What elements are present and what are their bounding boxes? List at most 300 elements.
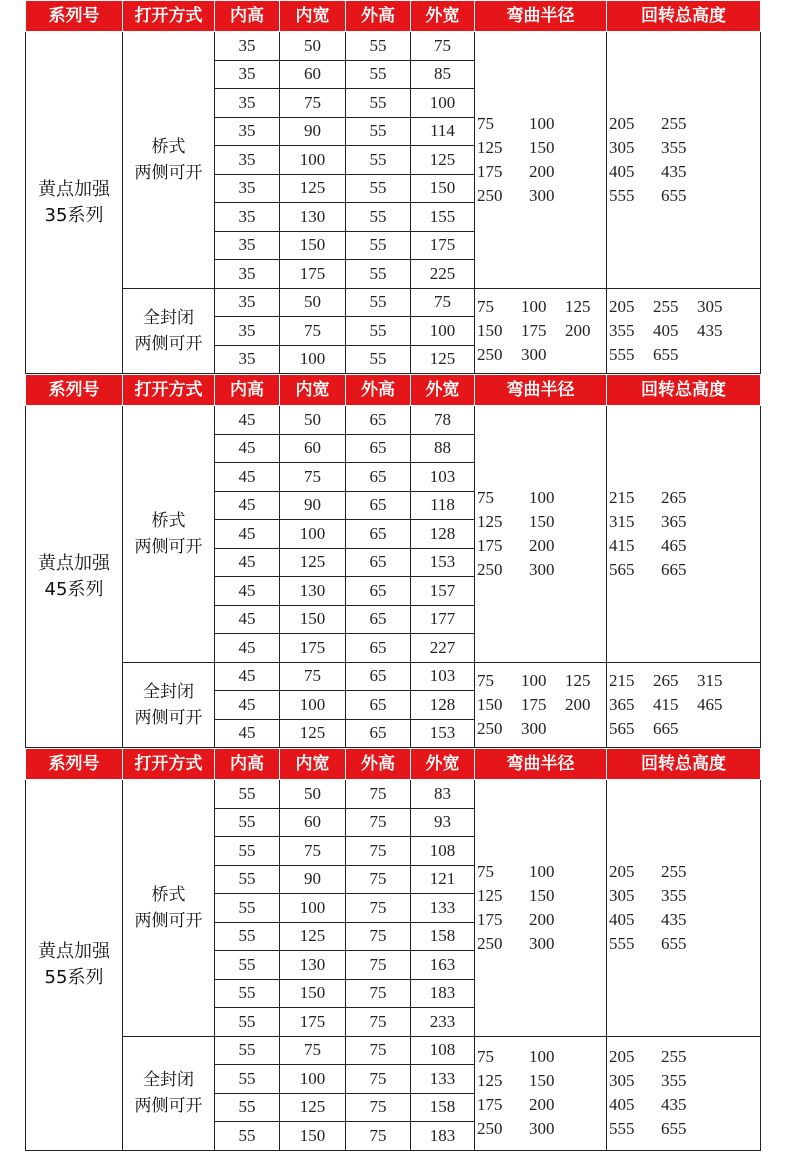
dimension-cell: 157: [411, 577, 475, 606]
dimension-cell: 183: [411, 1122, 475, 1151]
value-text: 200: [529, 909, 555, 929]
value-line: [477, 1117, 606, 1141]
value-line: [477, 908, 606, 932]
dimension-cell: 55: [215, 1122, 280, 1151]
value-text: 215: [609, 670, 635, 690]
value-line: [477, 319, 606, 343]
dimension-cell: 65: [346, 634, 411, 663]
dimension-cell: 121: [411, 865, 475, 894]
dimension-cell: 65: [346, 434, 411, 463]
column-header: 弯曲半径: [475, 1, 607, 32]
dimension-cell: 125: [280, 548, 346, 577]
value-line: [609, 1045, 760, 1069]
value-text: 205: [609, 1047, 635, 1066]
value-text: 250: [477, 1119, 503, 1138]
dimension-cell: 65: [346, 719, 411, 748]
dimension-cell: 233: [411, 1008, 475, 1037]
value-text: 250: [477, 933, 503, 953]
dimension-cell: 50: [280, 32, 346, 61]
value-line: [477, 160, 606, 184]
dimension-cell: 75: [346, 1036, 411, 1065]
value-line: [609, 932, 760, 956]
open-type-desc: 两侧可开: [134, 536, 203, 557]
dimension-cell: 227: [411, 634, 475, 663]
dimension-cell: 55: [215, 837, 280, 866]
open-type-desc: 两侧可开: [134, 910, 203, 931]
dimension-cell: 93: [411, 808, 475, 837]
value-text: 300: [529, 933, 555, 953]
column-header: 内高: [215, 375, 280, 406]
dimension-cell: 158: [411, 1093, 475, 1122]
dimension-cell: 150: [280, 605, 346, 634]
dimension-cell: 150: [280, 1122, 346, 1151]
dimension-cell: 108: [411, 1036, 475, 1065]
value-text: 255: [653, 296, 679, 316]
value-text: 200: [529, 161, 555, 181]
value-text: 75: [477, 113, 494, 133]
dimension-cell: 65: [346, 662, 411, 691]
column-header: 外宽: [411, 1, 475, 32]
dimension-cell: 163: [411, 951, 475, 980]
value-text: 415: [609, 535, 635, 555]
turn-height-cell: [607, 288, 761, 374]
dimension-cell: 55: [215, 894, 280, 923]
value-text: 75: [477, 670, 494, 690]
value-text: 305: [697, 296, 723, 316]
dimension-cell: 65: [346, 463, 411, 492]
dimension-cell: 175: [280, 1008, 346, 1037]
dimension-cell: 45: [215, 520, 280, 549]
dimension-cell: 45: [215, 719, 280, 748]
open-type-desc: 两侧可开: [134, 333, 203, 354]
value-text: 255: [661, 1047, 687, 1066]
value-text: 150: [529, 1071, 555, 1090]
value-text: 435: [661, 1095, 687, 1114]
dimension-cell: 90: [280, 865, 346, 894]
column-header: 内宽: [280, 749, 346, 780]
open-type-cell: [123, 406, 215, 663]
value-text: 365: [661, 511, 687, 531]
spec-table: [25, 748, 761, 1151]
value-text: 100: [529, 861, 555, 881]
value-text: 555: [609, 1119, 635, 1138]
value-text: 655: [653, 344, 679, 364]
dimension-cell: 128: [411, 520, 475, 549]
value-text: 175: [521, 694, 547, 714]
value-text: 200: [565, 320, 591, 340]
dimension-cell: 55: [346, 317, 411, 346]
dimension-cell: 100: [280, 691, 346, 720]
dimension-cell: 55: [346, 203, 411, 232]
value-text: 150: [529, 885, 555, 905]
value-text: 265: [661, 487, 687, 507]
dimension-cell: 150: [280, 231, 346, 260]
dimension-cell: 65: [346, 406, 411, 435]
dimension-cell: 103: [411, 463, 475, 492]
dimension-cell: 65: [346, 691, 411, 720]
value-line: [609, 136, 760, 160]
value-line: [477, 295, 606, 319]
dimension-cell: 153: [411, 548, 475, 577]
open-type-name: 桥式: [151, 884, 186, 905]
dimension-cell: 100: [411, 317, 475, 346]
dimension-cell: 55: [346, 231, 411, 260]
dimension-cell: 150: [411, 174, 475, 203]
dimension-cell: 55: [346, 146, 411, 175]
column-header: 内宽: [280, 1, 346, 32]
value-text: 175: [521, 320, 547, 340]
dimension-cell: 35: [215, 260, 280, 289]
value-text: 300: [521, 718, 547, 738]
series-size: 45系列: [44, 578, 104, 600]
column-header: 外宽: [411, 749, 475, 780]
value-text: 355: [661, 885, 687, 905]
header-row: [26, 1, 761, 32]
value-text: 100: [529, 487, 555, 507]
table-row: [26, 32, 761, 61]
table-row: [26, 780, 761, 809]
dimension-cell: 75: [280, 463, 346, 492]
value-text: 355: [661, 137, 687, 157]
dimension-cell: 75: [346, 951, 411, 980]
value-text: 75: [477, 296, 494, 316]
value-text: 315: [609, 511, 635, 531]
value-text: 555: [609, 344, 635, 364]
dimension-cell: 65: [346, 548, 411, 577]
value-text: 250: [477, 559, 503, 579]
dimension-cell: 75: [346, 922, 411, 951]
open-type-name: 桥式: [151, 136, 186, 157]
dimension-cell: 45: [215, 548, 280, 577]
value-text: 465: [697, 694, 723, 714]
value-line: [609, 510, 760, 534]
dimension-cell: 100: [280, 146, 346, 175]
dimension-cell: 55: [215, 865, 280, 894]
value-line: [609, 319, 760, 343]
turn-height-cell: [607, 1036, 761, 1150]
value-text: 125: [477, 1071, 503, 1090]
value-line: [609, 669, 760, 693]
value-text: 300: [529, 559, 555, 579]
value-text: 305: [609, 885, 635, 905]
column-header: 打开方式: [123, 1, 215, 32]
open-type-desc: 两侧可开: [134, 162, 203, 183]
value-text: 200: [529, 1095, 555, 1114]
value-line: [609, 160, 760, 184]
value-line: [609, 908, 760, 932]
dimension-cell: 78: [411, 406, 475, 435]
column-header: 外高: [346, 749, 411, 780]
dimension-cell: 55: [346, 60, 411, 89]
value-text: 125: [565, 296, 591, 316]
column-header: 系列号: [26, 375, 123, 406]
value-text: 150: [529, 511, 555, 531]
value-line: [477, 932, 606, 956]
dimension-cell: 60: [280, 60, 346, 89]
dimension-cell: 75: [346, 894, 411, 923]
dimension-cell: 45: [215, 691, 280, 720]
value-text: 250: [477, 718, 503, 738]
dimension-cell: 225: [411, 260, 475, 289]
dimension-cell: 75: [346, 1065, 411, 1094]
table-row: [26, 662, 761, 691]
dimension-cell: 45: [215, 434, 280, 463]
value-text: 665: [661, 559, 687, 579]
turn-height-cell: [607, 32, 761, 289]
value-text: 100: [529, 1047, 555, 1066]
dimension-cell: 55: [346, 345, 411, 374]
series-name: 黄点加强: [38, 940, 110, 962]
dimension-cell: 35: [215, 345, 280, 374]
header-row: [26, 375, 761, 406]
value-text: 300: [529, 1119, 555, 1138]
column-header: 打开方式: [123, 375, 215, 406]
value-line: [609, 1117, 760, 1141]
dimension-cell: 55: [346, 32, 411, 61]
dimension-cell: 35: [215, 89, 280, 118]
dimension-cell: 133: [411, 894, 475, 923]
dimension-cell: 55: [346, 89, 411, 118]
value-text: 305: [609, 1071, 635, 1090]
dimension-cell: 50: [280, 780, 346, 809]
turn-height-cell: [607, 662, 761, 748]
dimension-cell: 65: [346, 520, 411, 549]
value-line: [477, 343, 606, 367]
dimension-cell: 55: [346, 288, 411, 317]
dimension-cell: 75: [346, 1122, 411, 1151]
dimension-cell: 45: [215, 605, 280, 634]
value-text: 150: [529, 137, 555, 157]
dimension-cell: 45: [215, 662, 280, 691]
dimension-cell: 35: [215, 174, 280, 203]
column-header: 外宽: [411, 375, 475, 406]
value-line: [609, 884, 760, 908]
dimension-cell: 35: [215, 317, 280, 346]
dimension-cell: 125: [411, 146, 475, 175]
dimension-cell: 75: [411, 32, 475, 61]
dimension-cell: 60: [280, 808, 346, 837]
dimension-cell: 55: [215, 951, 280, 980]
open-type-cell: [123, 288, 215, 374]
value-text: 405: [653, 320, 679, 340]
value-text: 100: [521, 670, 547, 690]
value-line: [477, 486, 606, 510]
value-line: [609, 112, 760, 136]
value-text: 655: [661, 1119, 687, 1138]
dimension-cell: 177: [411, 605, 475, 634]
column-header: 弯曲半径: [475, 375, 607, 406]
dimension-cell: 90: [280, 117, 346, 146]
value-line: [609, 558, 760, 582]
value-line: [477, 717, 606, 741]
dimension-cell: 75: [280, 837, 346, 866]
dimension-cell: 130: [280, 577, 346, 606]
dimension-cell: 125: [280, 1093, 346, 1122]
open-type-cell: [123, 780, 215, 1037]
value-text: 200: [529, 535, 555, 555]
dimension-cell: 65: [346, 577, 411, 606]
dimension-cell: 75: [280, 89, 346, 118]
value-text: 555: [609, 185, 635, 205]
value-line: [609, 534, 760, 558]
open-type-cell: [123, 662, 215, 748]
value-line: [477, 693, 606, 717]
column-header: 外高: [346, 375, 411, 406]
bend-radius-cell: [475, 780, 607, 1037]
open-type-cell: [123, 32, 215, 289]
dimension-cell: 55: [215, 1036, 280, 1065]
value-text: 655: [661, 185, 687, 205]
dimension-cell: 55: [215, 1093, 280, 1122]
dimension-cell: 55: [215, 808, 280, 837]
value-text: 300: [521, 344, 547, 364]
series-size: 55系列: [44, 966, 104, 988]
value-text: 75: [477, 1047, 494, 1066]
dimension-cell: 55: [215, 979, 280, 1008]
header-row: [26, 749, 761, 780]
dimension-cell: 114: [411, 117, 475, 146]
dimension-cell: 103: [411, 662, 475, 691]
dimension-cell: 35: [215, 203, 280, 232]
dimension-cell: 75: [280, 1036, 346, 1065]
dimension-cell: 175: [280, 634, 346, 663]
open-type-name: 全封闭: [143, 1070, 194, 1090]
value-line: [609, 486, 760, 510]
dimension-cell: 75: [346, 780, 411, 809]
value-line: [609, 295, 760, 319]
value-text: 355: [609, 320, 635, 340]
value-text: 175: [477, 909, 503, 929]
dimension-cell: 75: [280, 662, 346, 691]
dimension-cell: 75: [280, 317, 346, 346]
value-text: 415: [653, 694, 679, 714]
value-text: 175: [477, 535, 503, 555]
value-text: 215: [609, 487, 635, 507]
dimension-cell: 85: [411, 60, 475, 89]
dimension-cell: 75: [346, 1008, 411, 1037]
dimension-cell: 125: [411, 345, 475, 374]
dimension-cell: 35: [215, 32, 280, 61]
value-line: [477, 510, 606, 534]
bend-radius-cell: [475, 32, 607, 289]
open-type-name: 全封闭: [143, 307, 194, 328]
dimension-cell: 75: [346, 979, 411, 1008]
dimension-cell: 55: [346, 260, 411, 289]
column-header: 弯曲半径: [475, 749, 607, 780]
bend-radius-cell: [475, 662, 607, 748]
value-text: 665: [653, 718, 679, 738]
value-text: 405: [609, 909, 635, 929]
value-text: 315: [697, 670, 723, 690]
column-header: 回转总高度: [607, 375, 761, 406]
dimension-cell: 45: [215, 634, 280, 663]
value-text: 250: [477, 344, 503, 364]
series-name: 黄点加强: [38, 552, 110, 574]
value-text: 465: [661, 535, 687, 555]
table-row: [26, 406, 761, 435]
dimension-cell: 55: [215, 1008, 280, 1037]
spec-table: [25, 374, 761, 748]
value-text: 100: [521, 296, 547, 316]
dimension-cell: 35: [215, 60, 280, 89]
dimension-cell: 60: [280, 434, 346, 463]
value-text: 655: [661, 933, 687, 953]
value-text: 75: [477, 487, 494, 507]
dimension-cell: 35: [215, 146, 280, 175]
value-text: 435: [697, 320, 723, 340]
table-row: [26, 1036, 761, 1065]
dimension-cell: 183: [411, 979, 475, 1008]
dimension-cell: 45: [215, 463, 280, 492]
dimension-cell: 100: [280, 894, 346, 923]
dimension-cell: 175: [411, 231, 475, 260]
dimension-cell: 55: [346, 117, 411, 146]
dimension-cell: 75: [346, 865, 411, 894]
table-row: [26, 288, 761, 317]
series-name: 黄点加强: [38, 178, 110, 200]
column-header: 内高: [215, 1, 280, 32]
series-cell: [26, 406, 123, 748]
dimension-cell: 118: [411, 491, 475, 520]
value-line: [609, 693, 760, 717]
dimension-cell: 100: [280, 345, 346, 374]
bend-radius-cell: [475, 1036, 607, 1150]
value-text: 555: [609, 933, 635, 953]
value-text: 265: [653, 670, 679, 690]
dimension-cell: 108: [411, 837, 475, 866]
value-text: 150: [477, 320, 503, 340]
open-type-desc: 两侧可开: [134, 707, 203, 728]
bend-radius-cell: [475, 406, 607, 663]
dimension-cell: 65: [346, 491, 411, 520]
value-text: 405: [609, 1095, 635, 1114]
value-line: [477, 112, 606, 136]
value-text: 125: [477, 137, 503, 157]
dimension-cell: 45: [215, 491, 280, 520]
value-text: 75: [477, 861, 494, 881]
value-text: 565: [609, 718, 635, 738]
turn-height-cell: [607, 780, 761, 1037]
value-text: 300: [529, 185, 555, 205]
dimension-cell: 75: [411, 288, 475, 317]
dimension-cell: 65: [346, 605, 411, 634]
value-line: [609, 184, 760, 208]
value-text: 125: [565, 670, 591, 690]
dimension-cell: 75: [346, 837, 411, 866]
dimension-cell: 128: [411, 691, 475, 720]
value-line: [477, 1045, 606, 1069]
value-text: 365: [609, 694, 635, 714]
value-text: 175: [477, 161, 503, 181]
bend-radius-cell: [475, 288, 607, 374]
dimension-cell: 125: [280, 719, 346, 748]
dimension-cell: 75: [346, 1093, 411, 1122]
open-type-desc: 两侧可开: [134, 1096, 203, 1116]
value-line: [477, 558, 606, 582]
dimension-cell: 35: [215, 117, 280, 146]
column-header: 内宽: [280, 375, 346, 406]
value-line: [477, 669, 606, 693]
dimension-cell: 55: [215, 780, 280, 809]
dimension-cell: 50: [280, 288, 346, 317]
turn-height-cell: [607, 406, 761, 663]
value-text: 435: [661, 161, 687, 181]
dimension-cell: 83: [411, 780, 475, 809]
column-header: 回转总高度: [607, 749, 761, 780]
dimension-cell: 100: [280, 1065, 346, 1094]
value-line: [609, 1093, 760, 1117]
value-line: [477, 184, 606, 208]
